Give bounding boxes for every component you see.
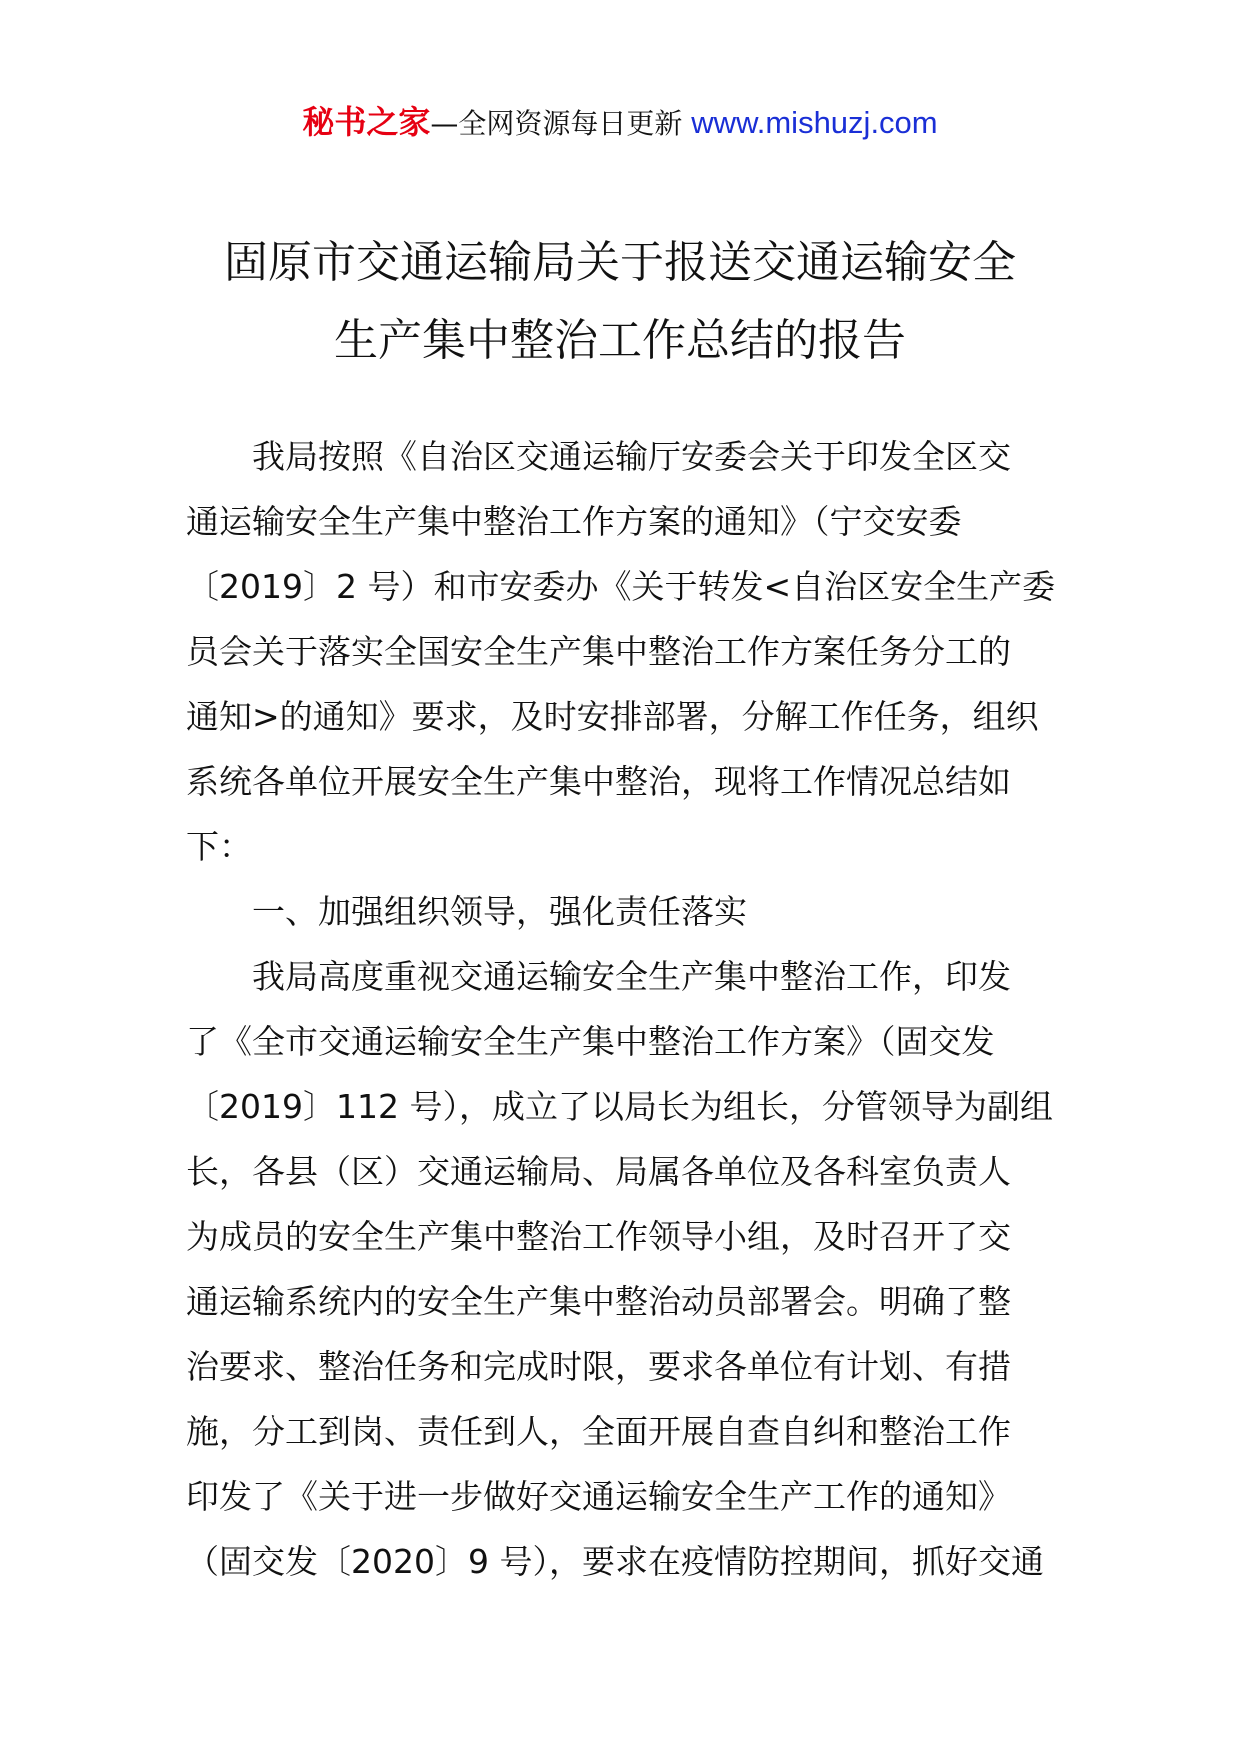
text-line: 〔2019〕112 号），成立了以局长为组长，分管领导为副组	[186, 1087, 1053, 1126]
text-line: 通知>的通知》要求，及时安排部署，分解工作任务，组织	[186, 697, 1039, 736]
text-line: 通运输安全生产集中整治工作方案的通知》（宁交安委	[186, 502, 962, 541]
text-line: 我局按照《自治区交通运输厅安委会关于印发全区交	[252, 437, 1011, 476]
text-line: 了《全市交通运输安全生产集中整治工作方案》（固交发	[186, 1022, 995, 1061]
section-heading-1	[186, 879, 1056, 944]
text-line: 施，分工到岗、责任到人，全面开展自查自纠和整治工作	[186, 1412, 1011, 1451]
site-brand-name: 秘书之家	[302, 103, 431, 141]
section-heading-text: 一、加强组织领导，强化责任落实	[252, 892, 747, 931]
document-body	[186, 424, 1056, 1594]
text-line: 员会关于落实全国安全生产集中整治工作方案任务分工的	[186, 632, 1011, 671]
text-line: 通运输系统内的安全生产集中整治动员部署会。明确了整	[186, 1282, 1011, 1321]
text-line: 〔2019〕2 号）和市安委办《关于转发<自治区安全生产委	[186, 567, 1056, 606]
text-line: 为成员的安全生产集中整治工作领导小组，及时召开了交	[186, 1217, 1011, 1256]
text-line: 长，各县（区）交通运输局、局属各单位及各科室负责人	[186, 1152, 1011, 1191]
text-line: 我局高度重视交通运输安全生产集中整治工作，印发	[252, 957, 1011, 996]
paragraph-intro	[186, 424, 1056, 879]
site-url-link[interactable]: www.mishuzj.com	[691, 105, 938, 140]
text-line: 系统各单位开展安全生产集中整治，现将工作情况总结如	[186, 762, 1011, 801]
text-line: （固交发〔2020〕9 号），要求在疫情防控期间，抓好交通	[186, 1542, 1044, 1581]
text-line: 治要求、整治任务和完成时限，要求各单位有计划、有措	[186, 1347, 1011, 1386]
document-title	[150, 224, 1090, 380]
document-title-line: 固原市交通运输局关于报送交通运输安全	[224, 237, 1016, 288]
document-title-line: 生产集中整治工作总结的报告	[334, 315, 906, 366]
site-header-banner	[0, 100, 1240, 146]
paragraph-section-1	[186, 944, 1056, 1594]
site-tagline: —全网资源每日更新	[430, 107, 692, 140]
text-line: 下：	[186, 827, 252, 866]
text-line: 印发了《关于进一步做好交通运输安全生产工作的通知》	[186, 1477, 1011, 1516]
